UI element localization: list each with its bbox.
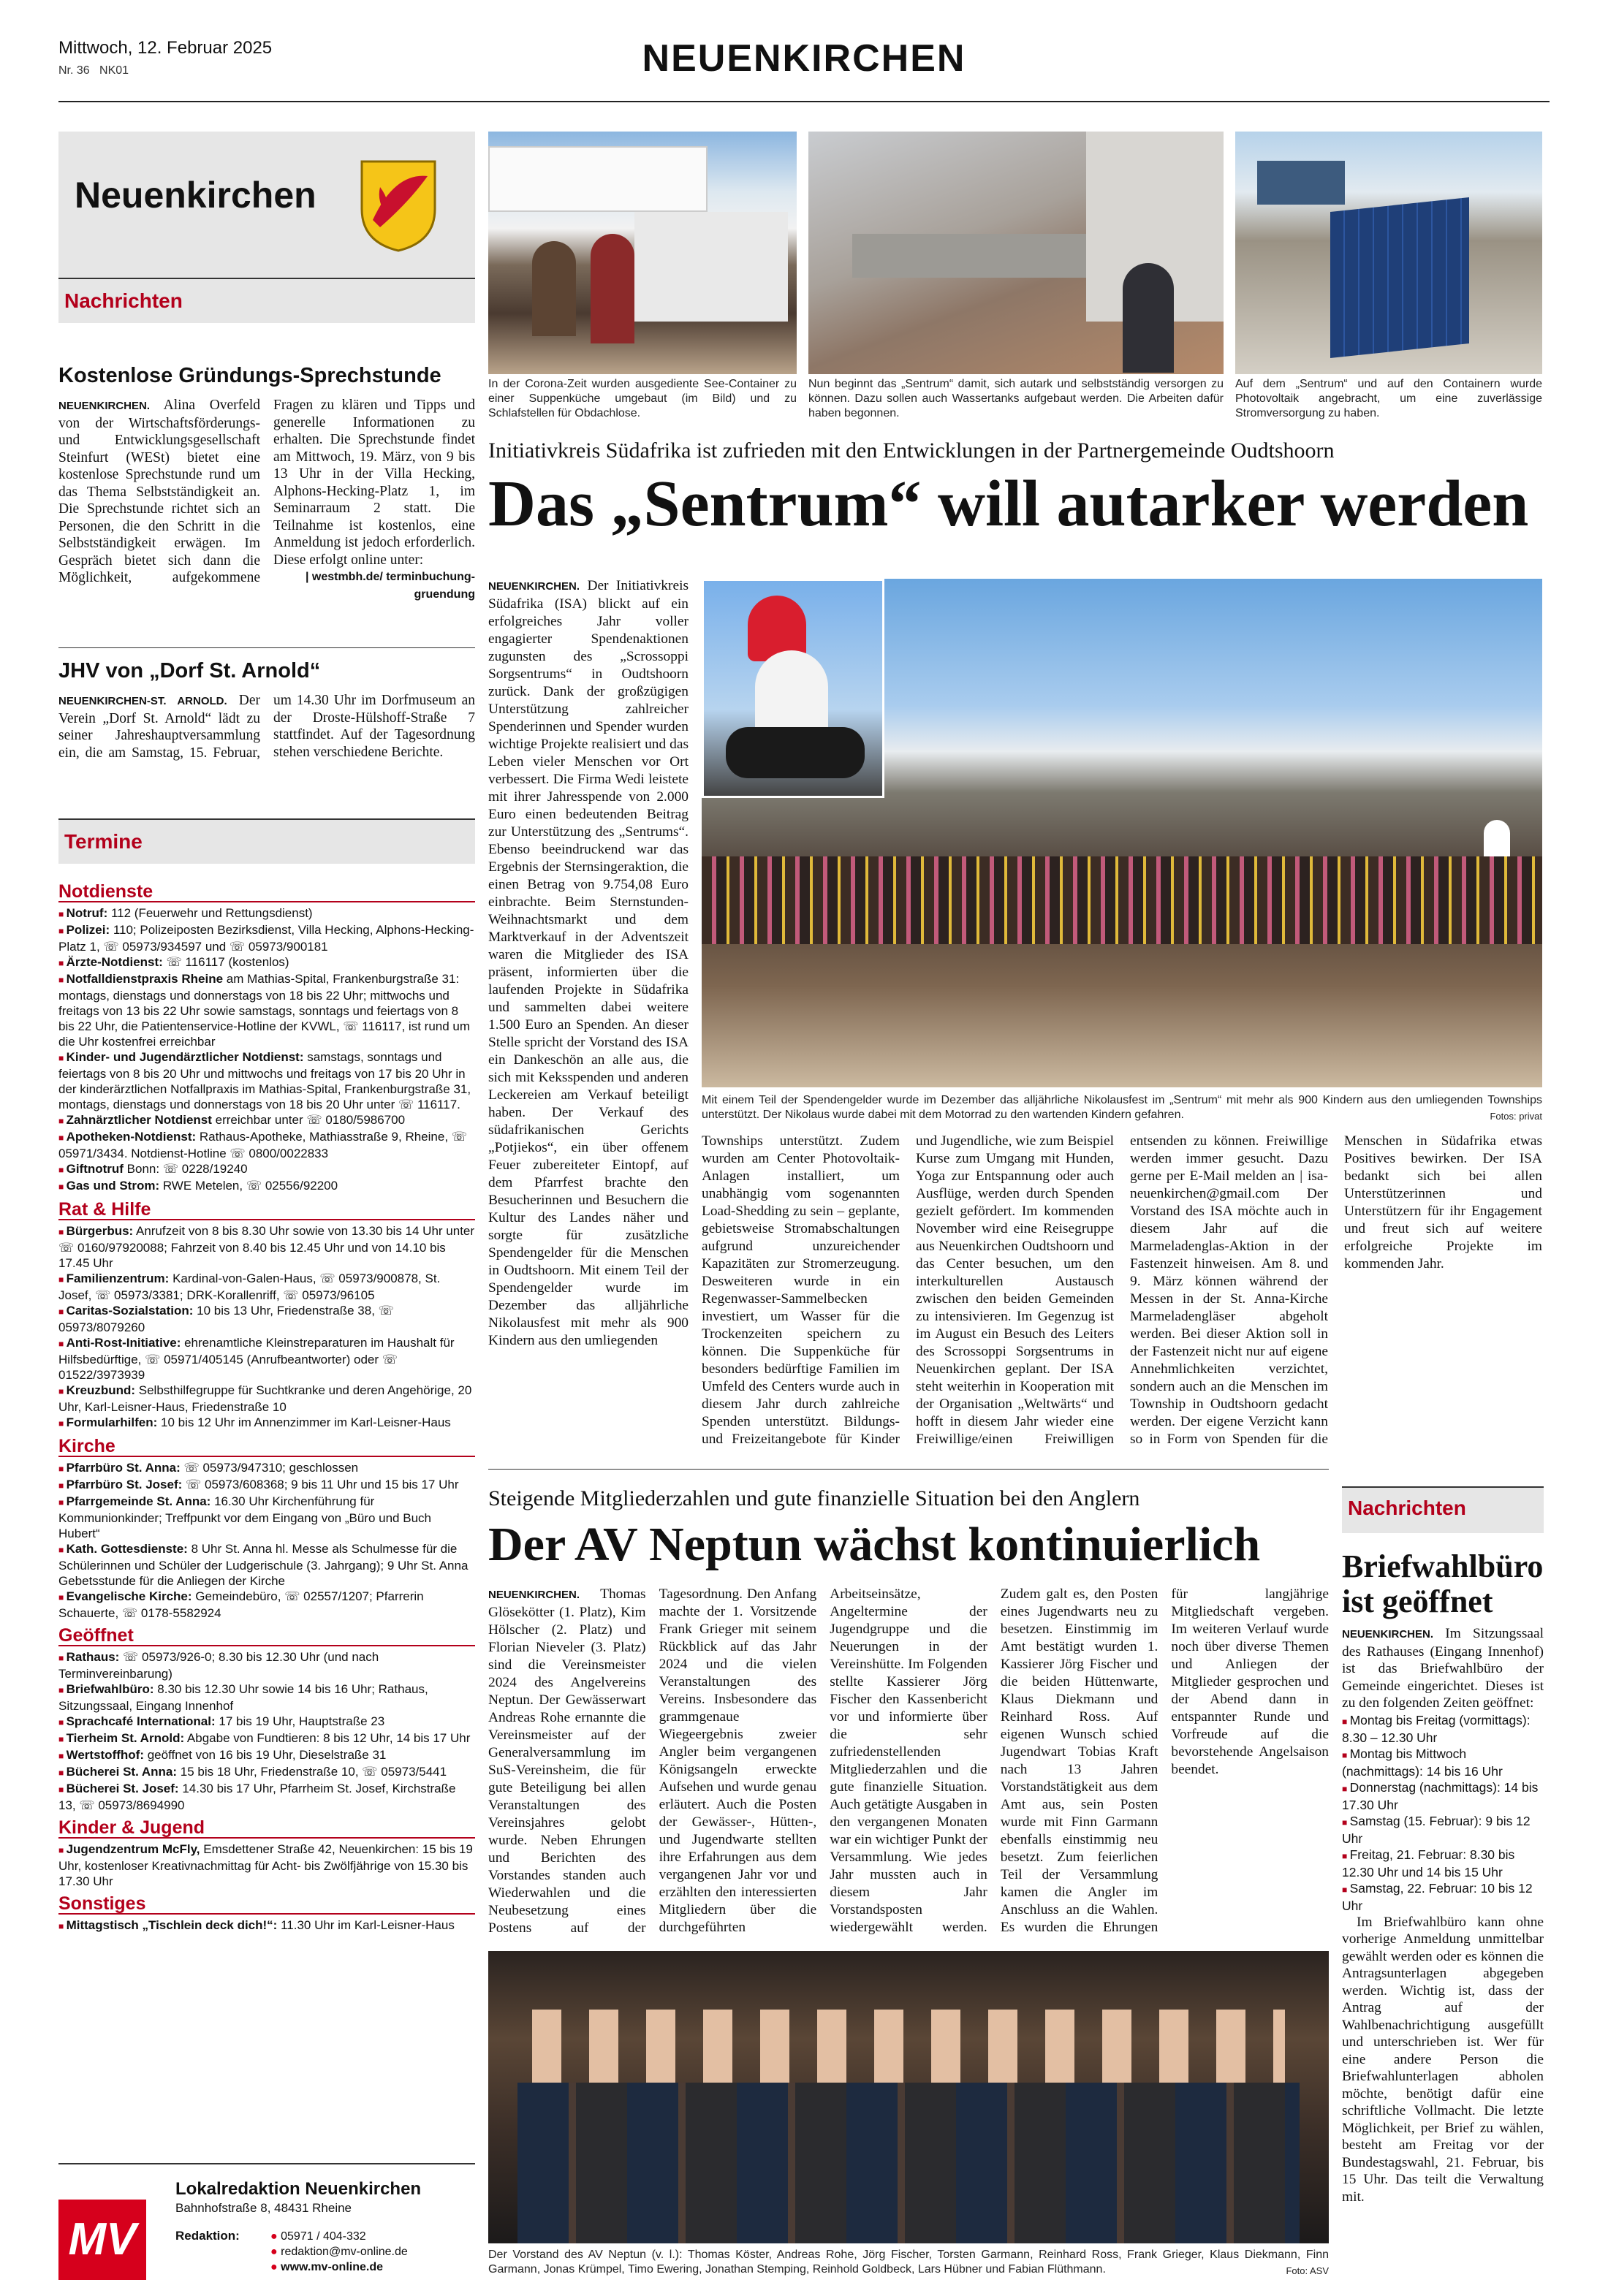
termine-item: ■ Bücherei St. Anna: 15 bis 18 Uhr, Friedenstraße 10, ☏ 05973/5441 — [58, 1764, 475, 1781]
article1-photo-caption: Mit einem Teil der Spendengelder wurde im Dezember das alljährliche Nikolausfest im „Sentrum“ mit mehr als 900 Kindern aus den umliegenden Townships unterstützt. Der Nikolaus wurde dabei mit dem Motorrad zu den wartenden Kindern gefahren. — [702, 1094, 1542, 1121]
article2-kicker: Steigende Mitgliederzahlen und gute finanzielle Situation bei den Anglern — [488, 1486, 1140, 1510]
photo-solar-panel — [1235, 132, 1542, 374]
article2-photo-caption: Der Vorstand des AV Neptun (v. l.): Thomas Köster, Andreas Rohe, Jörg Fischer, Torsten Garmann, Reinhard Ross, Frank Grieger, Klaus Diekmann, Finn Garmann, Jonas Krümpel, Timo Ewering, Jonathan Stemping, Reinhold Goldbeck, Lars Hübner und Fabian Flüthmann. — [488, 2249, 1329, 2276]
termine-item: ■ Polizei: 110; Polizeiposten Bezirksdienst, Villa Hecking, Alphons-Hecking-Platz 1, ☏ 05973/934597 und ☏ 05973/900181 — [58, 922, 475, 954]
briefwahl-time-item: ■ Samstag, 22. Februar: 10 bis 12 Uhr — [1342, 1880, 1533, 1913]
local-masthead — [58, 132, 475, 278]
termine-item: ■ Ärzte-Notdienst: ☏ 116117 (kostenlos) — [58, 954, 475, 971]
top-caption-2: Nun beginnt das „Sentrum“ damit, sich autark und selbstständig versorgen zu können. Dazu sollen auch Wassertanks aufgebaut werden. Die Arbeiten dafür haben begonnen. — [808, 378, 1224, 419]
termine-item: ■ Zahnärztlicher Notdienst erreichbar unter ☏ 0180/5986700 — [58, 1112, 475, 1129]
termine-item: ■ Bücherei St. Josef: 14.30 bis 17 Uhr, Pfarrheim St. Josef, Kirchstraße 13, ☏ 05973/8694990 — [58, 1781, 475, 1813]
termine-item: ■ Bürgerbus: Anrufzeit von 8 bis 8.30 Uhr sowie von 13.30 bis 14 Uhr unter ☏ 0160/97920088; Fahrzeit von 8.40 bis 12.45 Uhr und von 14.10 bis 17.45 Uhr — [58, 1223, 475, 1271]
termine-section-header: Termine — [58, 818, 475, 864]
coat-of-arms-icon — [358, 158, 439, 253]
termine-item: ■ Familienzentrum: Kardinal-von-Galen-Haus, ☏ 05973/900878, St. Josef, ☏ 05973/3381; DRK-Korallenriff, ☏ 05973/96105 — [58, 1271, 475, 1303]
top-caption-3: Auf dem „Sentrum“ und auf den Containern wurde Photovoltaik angebracht, um eine zuverlässige Stromversorgung zu haben. — [1235, 378, 1542, 419]
issue-number: Nr. 36 NK01 — [58, 64, 129, 77]
termine-item: ■ Notruf: 112 (Feuerwehr und Rettungsdienst) — [58, 905, 475, 922]
termine-item: ■ Caritas-Sozialstation: 10 bis 13 Uhr, Friedenstraße 38, ☏ 05973/8079260 — [58, 1303, 475, 1335]
termine-heading: Sonstiges — [58, 1896, 475, 1915]
redaktion-web[interactable]: ● www.mv-online.de — [270, 2261, 383, 2273]
article1-kicker: Initiativkreis Südafrika ist zufrieden mit den Entwicklungen in der Partnergemeinde Oudtshoorn — [488, 438, 1335, 463]
termine-item: ■ Pfarrbüro St. Josef: ☏ 05973/608368; 9 bis 11 Uhr und 15 bis 17 Uhr — [58, 1477, 475, 1494]
termine-item: ■ Kath. Gottesdienste: 8 Uhr St. Anna hl. Messe als Schulmesse für die Schülerinnen und Schüler der Ludgerischule (3. Jahrgang); 9 Uhr St. Anna Gebetsstunde für die Anliegen der Kirche — [58, 1541, 475, 1589]
briefwahl-time-item: ■ Montag bis Mittwoch (nachmittags): 14 bis 16 Uhr — [1342, 1746, 1503, 1779]
termine-item: ■ Apotheken-Notdienst: Rathaus-Apotheke, Mathiasstraße 9, Rheine, ☏ 05971/3434. Notdienst-Hotline ☏ 0800/0022833 — [58, 1129, 475, 1161]
news-title: Kostenlose Gründungs-Sprechstunde — [58, 364, 441, 387]
termine-heading: Rat & Hilfe — [58, 1202, 475, 1220]
top-caption-1: In der Corona-Zeit wurden ausgediente See-Container zu einer Suppenküche umgebaut (im Bild) und zu Schlafstellen für Obdachlose. — [488, 378, 797, 419]
article2-photo-credit: Foto: ASV — [1286, 2265, 1329, 2276]
termine-item: ■ Gas und Strom: RWE Metelen, ☏ 02556/92200 — [58, 1178, 475, 1195]
termine-heading: Notdienste — [58, 884, 475, 902]
photo-av-neptun-board — [488, 1951, 1329, 2243]
briefwahl-time-item: ■ Montag bis Freitag (vormittags): 8.30 – 12.30 Uhr — [1342, 1712, 1531, 1745]
termine-item: ■ Pfarrbüro St. Anna: ☏ 05973/947310; geschlossen — [58, 1460, 475, 1477]
photo-construction — [808, 132, 1224, 374]
sidebar-title: Briefwahlbüro ist geöffnet — [1342, 1548, 1544, 1619]
termine-item: ■ Wertstoffhof: geöffnet von 16 bis 19 Uhr, Dieselstraße 31 — [58, 1747, 475, 1764]
photo-nikolausfest — [702, 579, 1542, 1087]
termine-item: ■ Kreuzbund: Selbsthilfegruppe für Suchtkranke und deren Angehörige, 20 Uhr, Karl-Leisner-Haus, Friedenstraße 10 — [58, 1383, 475, 1415]
termine-heading: Kirche — [58, 1439, 475, 1457]
article1-title: Das „Sentrum“ will autarker werden — [488, 468, 1529, 540]
briefwahl-time-item: ■ Donnerstag (nachmittags): 14 bis 17.30 Uhr — [1342, 1779, 1539, 1812]
nachrichten-section-header: Nachrichten — [58, 278, 475, 323]
article2-title: Der AV Neptun wächst kontinuierlich — [488, 1518, 1261, 1571]
news-body: NEUENKIRCHEN. Alina Overfeld von der Wirtschaftsförderungs- und Entwicklungsgesellschaft Steinfurt (WESt) bietet eine kostenlose Sprechstunde rund um das Thema Selbstständigkeit an. Die Sprechstunde richtet sich an Personen, die den Schritt in die Selbstständigkeit erwägen. Im Gespräch bietet sich dann die Möglichkeit, aufgekommene Fragen zu klären und Tipps und generelle Informationen zu erhalten. Die Sprechstunde findet am Mittwoch, 19. März, von 9 bis 13 Uhr in der Villa Hecking, Alphons-Hecking-Platz 1, im Seminarraum 2 statt. Die Teilnahme ist kostenlos, eine Anmeldung ist jedoch erforderlich. Diese erfolgt online unter: | westmbh.de/ terminbuchung-gruendung — [58, 397, 475, 603]
termine-item: ■ Notfalldienstpraxis Rheine am Mathias-Spital, Frankenburgstraße 31: montags, dienstags und donnerstags von 18 bis 22 Uhr; mittwochs und freitags von 13 bis 22 Uhr sowie samstags, sonntags und feiertags von 8 bis 22 Uhr, die Patientenservice-Hotline der KVWL, ☏ 116117, ist rund um die Uhr kostenfrei erreichbar — [58, 971, 475, 1049]
issue-date: Mittwoch, 12. Februar 2025 — [58, 38, 273, 58]
termine-item: ■ Sprachcafé International: 17 bis 19 Uhr, Hauptstraße 23 — [58, 1714, 475, 1730]
termine-item: ■ Anti-Rost-Initiative: ehrenamtliche Kleinstreparaturen im Haushalt für Hilfsbedürftige, ☏ 05971/405145 (Anrufbeantworter) oder ☏ 01522/3973939 — [58, 1335, 475, 1383]
termine-item: ■ Tierheim St. Arnold: Abgabe von Fundtieren: 8 bis 12 Uhr, 14 bis 17 Uhr — [58, 1730, 475, 1747]
news-item-jhv — [58, 659, 475, 761]
termine-item: ■ Mittagstisch „Tischlein deck dich!“: 11.30 Uhr im Karl-Leisner-Haus — [58, 1917, 475, 1934]
article2-body: NEUENKIRCHEN. Thomas Glösekötter (1. Platz), Kim Hölscher (2. Platz) und Florian Nieveler (3. Platz) sind die Vereinsmeister 2024 des Angelvereins Neptun. Der Gewässerwart Andreas Rohe ernannte die Vereinsmeister auf der Generalversammlung im SuS-Vereinsheim, die für gute Beteiligung bei allen Veranstaltungen des Vereinsjahres gelobt wurde. Neben Ehrungen und Berichten des Vorstandes standen auch Wiederwahlen und die Neubesetzung eines Postens auf der Tagesordnung. Den Anfang machte der 1. Vorsitzende Frank Grieger mit seinem Rückblick auf das Jahr 2024 und die vielen Veranstaltungen des Vereins. Insbesondere das grammgenaue Wiegeergebnis zweier Angler beim vergangenen Königsangeln erweckte Aufsehen und wurde genau erläutert. Auch die Posten der Gewässer-, Hütten-, und Jugendwarte stellten ihre Erfahrungen aus dem vergangenen Jahr vor und erzählten den interessierten Mitgliedern über die durchgeführten Arbeitseinsätze, Angeltermine der Jugendgruppe und die Neuerungen in der Vereinshütte. Im Folgenden stellte Kassierer Jörg Fischer den Kassenbericht vor und informierte über die sehr zufriedenstellenden Mitgliederzahlen und die gute finanzielle Situation. Auch getätigte Ausgaben in den vergangenen Monaten war ein wichtiger Punkt der Versammlung. Wie jedes Jahr mussten auch in diesem Jahr Vorstandsposten wiedergewählt werden. Zudem galt es, den Posten eines Jugendwarts neu zu besetzen. Einstimmig im Amt bestätigt wurden 1. Kassierer Jörg Fischer und die beiden Hüttenwarte, Klaus Diekmann und Reinhard Ross. Auf eigenen Wunsch schied Jugendwart Tobias Kraft nach 13 Jahren Vorstandstätigkeit aus dem Amt aus, sein Posten wurde mit Finn Garmann ebenfalls einstimmig neu besetzt. Zum feierlichen Teil der Versammlung kamen die Angler im Anschluss an die Wahlen. Es wurden die Ehrungen für langjährige Mitgliedschaft vergeben. Im weiteren Verlauf wurde noch über diverse Themen und Anliegen der Mitglieder gesprochen und der Abend dann in entspannter Runde und Vorfreude auf die bevorstehende Angelsaison beendet. — [488, 1586, 1329, 1936]
redaktion-email[interactable]: ● redaktion@mv-online.de — [270, 2246, 408, 2258]
sidebar-body: NEUENKIRCHEN. Im Sitzungssaal des Rathauses (Eingang Innenhof) ist das Briefwahlbüro der Gemeinde eingerichtet. Dieses ist zu den folgenden Zeiten geöffnet: ■ Montag bis Freitag (vormittags): 8.30 – 12.30 Uhr ■ Montag bis Mittwoch (nachmittags): 14 bis 16 Uhr ■ Donnerstag (nachmittags): 14 bis 17.30 Uhr ■ Samstag (15. Februar): 9 bis 12 Uhr ■ Freitag, 21. Februar: 8.30 bis 12.30 Uhr und 14 bis 15 Uhr ■ Samstag, 22. Februar: 10 bis 12 Uhr Im Briefwahlbüro kann ohne vorherige Anmeldung unmittelbar gewählt werden oder es können die Antragsunterlagen abgegeben werden. Wichtig ist, dass der Antrag auf der Wahlbenachrichtigung ausgefüllt und unterschrieben ist. Wer für eine andere Person die Briefwahlunterlagen abholen möchte, benötigt dafür eine schriftliche Vollmacht. Die letzte Möglichkeit, per Brief zu wählen, besteht am Freitag vor der Bundestagswahl, 21. Februar, bis 15 Uhr. Das teilt die Verwaltung mit. — [1342, 1626, 1544, 2205]
masthead-name: Neuenkirchen — [75, 175, 316, 216]
mv-logo: MV — [58, 2200, 146, 2280]
briefwahl-time-item: ■ Freitag, 21. Februar: 8.30 bis 12.30 Uhr und 14 bis 15 Uhr — [1342, 1847, 1515, 1879]
redaktion-phone: ● 05971 / 404-332 — [270, 2230, 366, 2243]
termine-item: ■ Evangelische Kirche: Gemeindebüro, ☏ 02557/1207; Pfarrerin Schauerte, ☏ 0178-5582924 — [58, 1589, 475, 1621]
photo-inset-nikolaus — [702, 579, 884, 798]
briefwahl-time-item: ■ Samstag (15. Februar): 9 bis 12 Uhr — [1342, 1813, 1531, 1846]
article1-photo-credit: Fotos: privat — [1490, 1111, 1542, 1122]
termine-item: ■ Rathaus: ☏ 05973/926-0; 8.30 bis 12.30 Uhr (und nach Terminvereinbarung) — [58, 1649, 475, 1681]
section-title: NEUENKIRCHEN — [642, 37, 966, 80]
sidebar-section-header: Nachrichten — [1342, 1486, 1544, 1533]
news-title: JHV von „Dorf St. Arnold“ — [58, 659, 321, 683]
redaktion-title: Lokalredaktion Neuenkirchen — [175, 2179, 422, 2199]
termine-heading: Geöffnet — [58, 1628, 475, 1646]
article1-col-b: Townships unterstützt. Zudem wurden am Center Photovoltaik-Anlagen installiert, um unabhängig vom sogenannten Load-Shedding zu sein – geplante, gebietsweise Stromabschaltungen aufgrund unzureichender Kapazitäten zur Stromerzeugung. Desweiteren wurde in ein Regenwasser-Sammelbecken investiert, um Wasser für die Trockenzeiten speichern zu können. Die Suppenküche für besonders bedürftige Familien im Umfeld des Centers wurde auch in diesem Jahr durch zahlreiche Spenden unterstützt. Bildungs- und Freizeitangebote für Kinder und Jugendliche, wie zum Beispiel Kurse zum Umgang mit Hunden, Yoga zur Entspannung oder auch Ausflüge, werden durch Spenden gezielt gefördert. Im kommenden November wird eine Reisegruppe aus Neuenkirchen Oudtshoorn und das Center besuchen, um den interkulturellen Austausch zwischen den beiden Gemeinden zu intensivieren. Im Gegenzug ist im August ein Besuch des Leiters des Scrossoppi Sorgsentrums in Neuenkirchen geplant. Der ISA steht weiterhin in Kooperation mit der Organisation „Weltwärts“ und hofft in diesem Jahr wieder eine Freiwillige/einen Freiwilligen entsenden zu können. Freiwillige werden immer gesucht. Dazu gerne per E-Mail melden an | isa-neuenkirchen@gmail.com Der Vorstand des ISA möchte auch in diesem Jahr auf die Marmeladenglas-Aktion in der Fastenzeit hinweisen. Am 8. und 9. März können während der Messen in der St. Anna-Kirche Marmeladengläser abgeholt werden. Bei dieser Aktion soll in der Fastenzeit nicht nur auf eigene Annehmlichkeiten verzichtet, sondern auch an die Menschen im Township in Oudtshoorn gedacht werden. Der eigene Verzicht kann so in Form von Spenden für die Menschen in Südafrika etwas Positives bewirken. Der ISA bedankt sich bei allen Unterstützerinnen und Unterstützern für ihr Engagement und freut sich auf weitere erfolgreiche Projekte im kommenden Jahr. — [702, 1133, 1542, 1447]
termine-item: ■ Formularhilfen: 10 bis 12 Uhr im Annenzimmer im Karl-Leisner-Haus — [58, 1415, 475, 1432]
article1-col-a: NEUENKIRCHEN. Der Initiativkreis Südafrika (ISA) blickt auf ein erfolgreiches Jahr voller engagierter Spendenaktionen zugunsten des „Scrossoppi Sorgsentrums“ in Oudtshoorn zurück. Dank der großzügigen Unterstützung zahlreicher Spenderinnen und Spender wurden wichtige Projekte realisiert und das Leben vieler Menschen vor Ort verbessert. Die Firma Wedi leistete mit ihrer Jahresspende von 2.000 Euro einen bedeutenden Beitrag zur Unterstützung des „Sentrums“. Ebenso beeindruckend war das Ergebnis der Sternsingeraktion, die einen Betrag von 9.754,08 Euro einbrachte. Beim Sternstunden-Weihnachtsmarkt und dem Marktverkauf in der Adventszeit waren die Mitglieder des ISA präsent, informierten über die laufenden Projekte in Südafrika und sammelten dabei weitere 1.500 Euro an Spenden. An dieser Stelle spricht der Vorstand des ISA ein Dankeschön an alle aus, die sich mit Keksspenden und anderen Leckereien am Verkauf beteiligt haben. Der Verkauf des südafrikanischen Gerichts „Potjiekos“, ein über offenem Feuer zubereiteter Eintopf, auf dem Pfarrfest brachte den Besucherinnen und Besuchern die Kultur des Landes näher und sorgte für zusätzliche Spendengelder für die Menschen in Oudtshoorn. Mit einem Teil der Spendengelder wurde im Dezember das alljährliche Nikolausfest mit mehr als 900 Kindern aus den umliegenden — [488, 578, 689, 1348]
redaktion-address: Bahnhofstraße 8, 48431 Rheine — [175, 2201, 352, 2215]
news-link[interactable]: | westmbh.de/ terminbuchung-gruendung — [305, 571, 475, 601]
termine-item: ■ Kinder- und Jugendärztlicher Notdienst: samstags, sonntags und feiertags von 8 bis 20 Uhr und mittwochs und freitags von 17 bis 20 Uhr in der kinderärztlichen Notfallpraxis im Mathias-Spital, Frankenburgstraße 31, montags, dienstags und donnerstags von 18 bis 20 Uhr unter ☏ 116117. — [58, 1049, 475, 1112]
news-item-gruendung — [58, 364, 475, 603]
header-rule — [58, 101, 1550, 102]
termine-heading: Kinder & Jugend — [58, 1820, 475, 1839]
photo-soup-kitchen — [488, 132, 797, 374]
termine-item: ■ Giftnotruf Bonn: ☏ 0228/19240 — [58, 1161, 475, 1178]
news-body: NEUENKIRCHEN-ST. ARNOLD. Der Verein „Dorf St. Arnold“ lädt zu seiner Jahreshauptversammlung ein, die am Samstag, 15. Februar, um 14.30 Uhr im Dorfmuseum an der Droste-Hülshoff-Straße 7 stattfindet. Auf der Tagesordnung stehen verschiedene Berichte. — [58, 693, 475, 761]
termine-item: ■ Jugendzentrum McFly, Emsdettener Straße 42, Neuenkirchen: 15 bis 19 Uhr, kostenloser Kreativnachmittag für Acht- bis Zwölfjährige von 15.30 bis 17.30 Uhr — [58, 1841, 475, 1889]
termine-item: ■ Briefwahlbüro: 8.30 bis 12.30 Uhr sowie 14 bis 16 Uhr; Rathaus, Sitzungssaal, Eingang Innenhof — [58, 1681, 475, 1714]
termine-item: ■ Pfarrgemeinde St. Anna: 16.30 Uhr Kirchenführung für Kommunionkinder; Treffpunkt vor dem Eingang von „Büro und Buch Hubert“ — [58, 1494, 475, 1541]
redaktion-box: MV Lokalredaktion Neuenkirchen Bahnhofstraße 8, 48431 Rheine Redaktion: ● 05971 / 404-332 ● redaktion@mv-online.de ● www.mv-online.de — [58, 2178, 475, 2280]
termine-list — [58, 877, 475, 1934]
